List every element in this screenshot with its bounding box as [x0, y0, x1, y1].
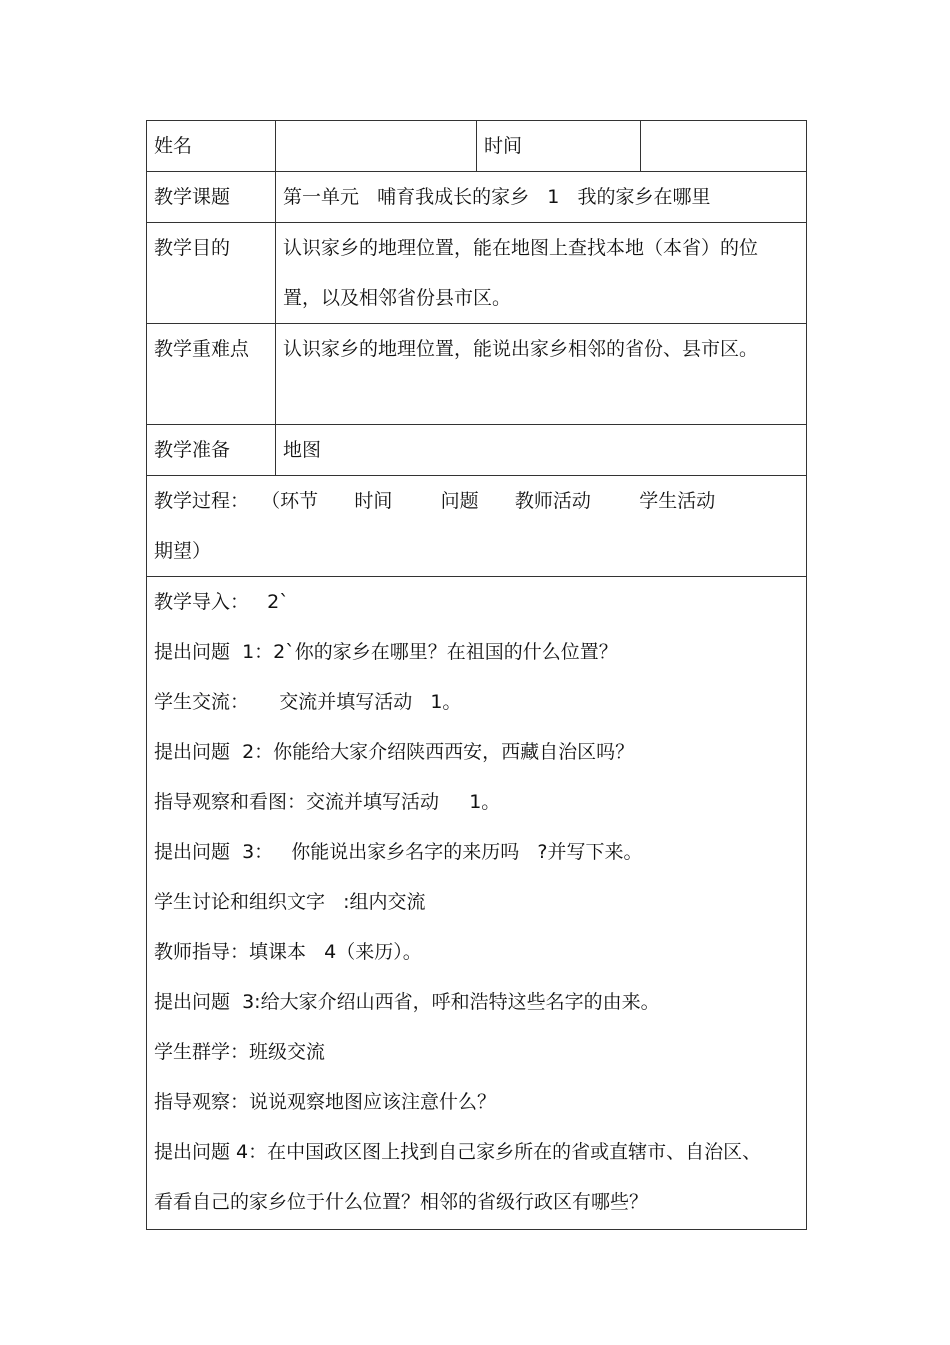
topic-label: 教学课题 [147, 172, 276, 223]
process-line: 提出问题 1：2`你的家乡在哪里？在祖国的什么位置？ [154, 641, 618, 663]
process-line: 教学导入： 2` [154, 591, 289, 613]
process-line: 提出问题 2：你能给大家介绍陕西西安，西藏自治区吗？ [154, 741, 635, 763]
topic-text: 第一单元 哺育我成长的家乡 1 我的家乡在哪里 [283, 186, 711, 208]
topic-value [276, 172, 807, 223]
row-name-time [147, 121, 807, 172]
key-value [276, 324, 807, 425]
time-label: 时间 [477, 121, 641, 172]
goal-value [276, 223, 807, 324]
row-process-body [147, 577, 807, 1230]
process-line: 学生讨论和组织文字 :组内交流 [154, 891, 426, 913]
row-process-header [147, 476, 807, 577]
prep-value: 地图 [276, 425, 807, 476]
goal-label: 教学目的 [147, 223, 276, 324]
process-line: 提出问题 3： 你能说出家乡名字的来历吗 ?并写下来。 [154, 841, 643, 863]
lesson-plan-table [146, 120, 807, 1230]
process-line: 指导观察和看图：交流并填写活动 1。 [154, 791, 501, 813]
name-label: 姓名 [147, 121, 276, 172]
time-value [641, 121, 807, 172]
process-line: 学生群学：班级交流 [154, 1041, 326, 1063]
process-line: 提出问题 4：在中国政区图上找到自己家乡所在的省或直辖市、自治区、看看自己的家乡位于什么位置？相邻的省级行政区有哪些？ [154, 1141, 762, 1213]
row-prep [147, 425, 807, 476]
process-line: 学生交流： 交流并填写活动 1。 [154, 691, 462, 713]
name-value [276, 121, 477, 172]
key-text: 认识家乡的地理位置，能说出家乡相邻的省份、县市区。 [283, 338, 759, 360]
process-line: 提出问题 3:给大家介绍山西省，呼和浩特这些名字的由来。 [154, 991, 660, 1013]
row-key-points [147, 324, 807, 425]
prep-label: 教学准备 [147, 425, 276, 476]
process-body [147, 577, 807, 1230]
process-line: 指导观察：说说观察地图应该注意什么？ [154, 1091, 497, 1113]
process-header-text: 教学过程： （环节 时间 问题 教师活动 学生活动 期望） [154, 490, 752, 562]
row-goal [147, 223, 807, 324]
row-topic [147, 172, 807, 223]
process-header [147, 476, 807, 577]
goal-text: 认识家乡的地理位置，能在地图上查找本地（本省）的位置，以及相邻省份县市区。 [283, 237, 759, 309]
process-line: 教师指导：填课本 4（来历）。 [154, 941, 422, 963]
key-label: 教学重难点 [147, 324, 276, 425]
